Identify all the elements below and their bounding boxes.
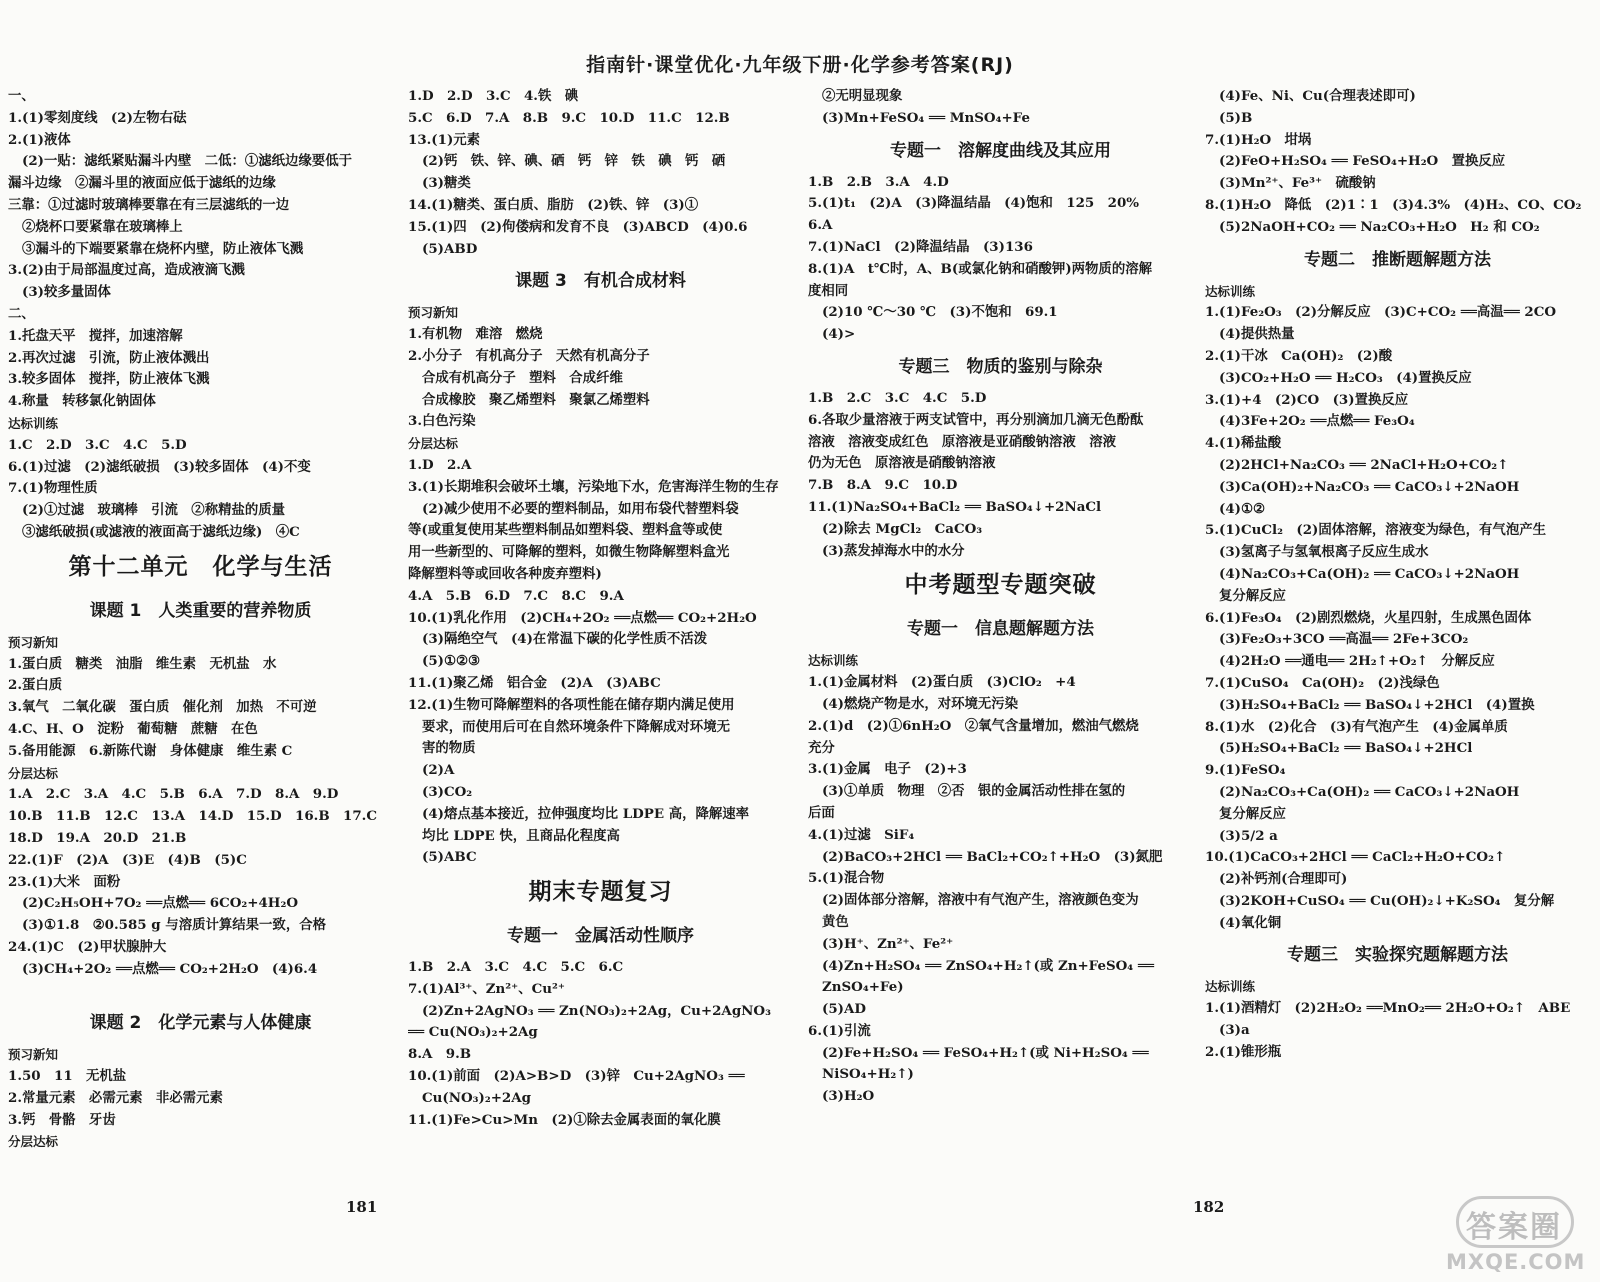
- answer-line: (4)>: [822, 326, 856, 343]
- answer-line: 三靠：①过滤时玻璃棒要靠在有三层滤纸的一边: [8, 196, 290, 213]
- answer-line: (5)ABD: [422, 240, 478, 257]
- answer-line: 度相同: [808, 282, 849, 299]
- answer-line: (4)熔点基本接近，拉伸强度均比 LDPE 高，降解速率: [422, 805, 750, 822]
- answer-line: (2)固体部分溶解，溶液中有气泡产生，溶液颜色变为: [822, 892, 1139, 909]
- answer-line: 10.(1)前面 (2)A>B>D (3)锌 Cu+2AgNO₃ ══: [408, 1068, 745, 1085]
- answer-line: 1.D 2.A: [408, 456, 472, 473]
- answer-line: 二、: [8, 305, 35, 322]
- answer-line: 7.(1)H₂O 坩埚: [1205, 131, 1312, 148]
- answer-line: [8, 980, 393, 1002]
- topic-title: 课题 2 化学元素与人体健康: [89, 1013, 312, 1034]
- topic-title: 专题三 物质的鉴别与除杂: [898, 356, 1103, 377]
- subsection-label: 预习新知: [8, 1047, 59, 1063]
- answer-line: (3)Mn²⁺、Fe³⁺ 硫酸钠: [1219, 175, 1376, 192]
- answer-line: 4.A 5.B 6.D 7.C 8.C 9.A: [408, 587, 624, 604]
- answer-line: 1.A 2.C 3.A 4.C 5.B 6.A 7.D 8.A 9.D: [8, 786, 339, 803]
- answer-line: 溶液 溶液变成红色 原溶液是亚硝酸钠溶液 溶液: [808, 433, 1116, 450]
- answer-line: 黄色: [822, 913, 849, 930]
- answer-line: 4.(1)过滤 SiF₄: [808, 826, 915, 843]
- answer-line: (4)燃烧产物是水，对环境无污染: [822, 695, 1019, 712]
- answer-line: (3)5/2 a: [1219, 827, 1278, 844]
- answer-line: 13.(1)元素: [408, 131, 481, 148]
- topic-title: 专题二 推断题解题方法: [1304, 249, 1491, 270]
- answer-line: 8.(1)水 (2)化合 (3)有气泡产生 (4)金属单质: [1205, 718, 1508, 735]
- answer-line: 11.(1)Fe>Cu>Mn (2)①除去金属表面的氧化膜: [408, 1111, 721, 1128]
- answer-line: 7.B 8.A 9.C 10.D: [808, 477, 958, 494]
- answer-line: 4.(1)稀盐酸: [1205, 435, 1282, 452]
- answer-line: 10.(1)乳化作用 (2)CH₄+2O₂ ══点燃══ CO₂+2H₂O: [408, 609, 757, 626]
- topic-title: 专题三 实验探究题解题方法: [1287, 945, 1508, 966]
- answer-line: 2.(1)d (2)①6nH₂O ②氧气含量增加，燃油气燃烧: [808, 717, 1139, 734]
- answer-line: 1.(1)金属材料 (2)蛋白质 (3)ClO₂ +4: [808, 674, 1076, 691]
- page-number-right: 182: [1193, 1198, 1225, 1216]
- subsection-label: 分层达标: [408, 436, 459, 452]
- answer-line: 24.(1)C (2)甲状腺肿大: [8, 938, 167, 955]
- subsection-label: 达标训练: [1205, 283, 1256, 299]
- answer-line: (3)蒸发掉海水中的水分: [822, 542, 965, 559]
- answer-line: (4)Fe、Ni、Cu(合理表述即可): [1219, 88, 1416, 104]
- answer-line: (4)氧化铜: [1219, 914, 1282, 931]
- answer-line: 5.C 6.D 7.A 8.B 9.C 10.D 11.C 12.B: [408, 109, 730, 126]
- answer-line: (3)隔绝空气 (4)在常温下碳的化学性质不活泼: [422, 631, 708, 648]
- subsection-label: 分层达标: [8, 765, 59, 781]
- subsection-label: 预习新知: [8, 634, 59, 650]
- answer-line: (4)①②: [1219, 500, 1265, 517]
- answer-line: 12.(1)生物可降解塑料的各项性能在储存期内满足使用: [408, 696, 735, 713]
- answer-line: (3)①单质 物理 ②否 银的金属活动性排在氢的: [822, 783, 1126, 800]
- column-3: [808, 86, 1193, 1108]
- answer-line: 3.(1)+4 (2)CO (3)置换反应: [1205, 391, 1409, 408]
- answer-line: 要求，而使用后可在自然环境条件下降解成对环境无: [422, 718, 730, 735]
- answer-line: 23.(1)大米 面粉: [8, 873, 121, 890]
- answer-line: 18.D 19.A 20.D 21.B: [8, 829, 187, 846]
- answer-line: 降解塑料等或回收各种废弃塑料): [408, 565, 602, 582]
- subsection-label: 分层达标: [8, 1134, 59, 1150]
- answer-line: 4.称量 转移氯化钠固体: [8, 393, 156, 410]
- answer-line: (2)一贴：滤纸紧贴漏斗内壁 二低：①滤纸边缘要低于: [22, 153, 352, 170]
- topic-title: 专题一 溶解度曲线及其应用: [890, 140, 1111, 161]
- answer-line: 1.(1)Fe₂O₃ (2)分解反应 (3)C+CO₂ ══高温══ 2CO: [1205, 304, 1557, 321]
- answer-line: 5.备用能源 6.新陈代谢 身体健康 维生素 C: [8, 742, 293, 759]
- answer-line: (2)2HCl+Na₂CO₃ ══ 2NaCl+H₂O+CO₂↑: [1219, 456, 1509, 473]
- answer-line: (2)除去 MgCl₂ CaCO₃: [822, 520, 983, 537]
- answer-line: 8.(1)H₂O 降低 (2)1∶1 (3)4.3% (4)H₂、CO、CO₂: [1205, 196, 1582, 213]
- answer-line: (5)ABC: [422, 849, 477, 866]
- answer-line: 6.A: [808, 217, 833, 234]
- topic-title: 课题 3 有机合成材料: [515, 271, 686, 292]
- answer-line: (3)糖类: [422, 175, 471, 192]
- answer-line: (4)Zn+H₂SO₄ ══ ZnSO₄+H₂↑(或 Zn+FeSO₄ ══: [822, 957, 1154, 974]
- subsection-label: 预习新知: [408, 305, 459, 321]
- answer-line: 8.(1)A t℃时，A、B(或氯化钠和硝酸钾)两物质的溶解: [808, 260, 1152, 277]
- answer-line: 1.50 11 无机盐: [8, 1068, 127, 1085]
- answer-line: (3)氢离子与氢氧根离子反应生成水: [1219, 544, 1429, 561]
- answer-line: 15.(1)四 (2)佝偻病和发育不良 (3)ABCD (4)0.6: [408, 218, 748, 235]
- answer-line: (3)H⁺、Zn²⁺、Fe²⁺: [822, 935, 954, 952]
- answer-line: (4)Na₂CO₃+Ca(OH)₂ ══ CaCO₃↓+2NaOH: [1219, 565, 1520, 582]
- answer-line: 一、: [8, 88, 35, 104]
- answer-line: 1.B 2.B 3.A 4.D: [808, 173, 949, 190]
- answer-line: (3)较多量固体: [22, 284, 111, 301]
- answer-line: 后面: [808, 804, 835, 821]
- answer-line: 3.(2)由于局部温度过高，造成液滴飞溅: [8, 262, 245, 279]
- column-1: [8, 86, 393, 1153]
- answer-line: 3.(1)长期堆积会破坏土壤，污染地下水，危害海洋生物的生存: [408, 478, 779, 495]
- answer-line: 3.白色污染: [408, 413, 476, 430]
- answer-line: (4)提供热量: [1219, 326, 1295, 343]
- answer-line: 7.(1)CuSO₄ Ca(OH)₂ (2)浅绿色: [1205, 674, 1440, 691]
- answer-line: (2)10 ℃～30 ℃ (3)不饱和 69.1: [822, 304, 1058, 321]
- answer-line: 充分: [808, 739, 835, 756]
- answer-line: ZnSO₄+Fe): [822, 979, 904, 996]
- answer-line: (4)2H₂O ══通电══ 2H₂↑+O₂↑ 分解反应: [1219, 653, 1495, 670]
- answer-line: (2)减少使用不必要的塑料制品，如用布袋代替塑料袋: [422, 500, 739, 517]
- answer-line: (3)H₂O: [822, 1088, 875, 1105]
- answer-line: 2.再次过滤 引流，防止液体溅出: [8, 349, 210, 366]
- answer-line: 6.(1)Fe₃O₄ (2)剧烈燃烧，火星四射，生成黑色固体: [1205, 609, 1532, 626]
- answer-line: 10.(1)CaCO₃+2HCl ══ CaCl₂+H₂O+CO₂↑: [1205, 849, 1506, 866]
- answer-line: (2)Fe+H₂SO₄ ══ FeSO₄+H₂↑(或 Ni+H₂SO₄ ══: [822, 1044, 1149, 1061]
- answer-line: 合成有机高分子 塑料 合成纤维: [422, 369, 623, 386]
- subsection-label: 达标训练: [1205, 979, 1256, 995]
- answer-line: 4.C、H、O 淀粉 葡萄糖 蔗糖 在色: [8, 720, 258, 737]
- answer-line: (5)B: [1219, 109, 1253, 126]
- column-4: [1205, 86, 1590, 1064]
- answer-line: (5)2NaOH+CO₂ ══ Na₂CO₃+H₂O H₂ 和 CO₂: [1219, 218, 1540, 235]
- answer-line: 2.小分子 有机高分子 天然有机高分子: [408, 347, 650, 364]
- answer-line: 1.有机物 难溶 燃烧: [408, 326, 543, 343]
- answer-line: 复分解反应: [1219, 805, 1286, 822]
- answer-line: (3)Mn+FeSO₄ ══ MnSO₄+Fe: [822, 109, 1030, 126]
- answer-line: ③漏斗的下端要紧靠在烧杯内壁，防止液体飞溅: [22, 240, 304, 257]
- answer-line: 1.B 2.C 3.C 4.C 5.D: [808, 389, 987, 406]
- answer-line: 6.(1)引流: [808, 1022, 871, 1039]
- answer-line: 22.(1)F (2)A (3)E (4)B (5)C: [8, 851, 247, 868]
- answer-line: 1.(1)零刻度线 (2)左物右砝: [8, 109, 187, 126]
- topic-title: 专题一 金属活动性顺序: [507, 926, 694, 947]
- answer-line: 7.(1)物理性质: [8, 480, 98, 497]
- answer-line: 11.(1)聚乙烯 铝合金 (2)A (3)ABC: [408, 674, 661, 691]
- answer-line: 6.(1)过滤 (2)滤纸破损 (3)较多固体 (4)不变: [8, 458, 311, 475]
- answer-line: (3)Fe₂O₃+3CO ══高温══ 2Fe+3CO₂: [1219, 631, 1469, 648]
- answer-line: 1.(1)酒精灯 (2)2H₂O₂ ══MnO₂══ 2H₂O+O₂↑ ABE: [1205, 1000, 1571, 1017]
- answer-line: (2)Zn+2AgNO₃ ══ Zn(NO₃)₂+2Ag，Cu+2AgNO₃: [422, 1002, 771, 1019]
- answer-line: 1.托盘天平 搅拌，加速溶解: [8, 327, 183, 344]
- section-title: 中考题型专题突破: [904, 572, 1097, 599]
- answer-line: 2.蛋白质: [8, 677, 63, 694]
- answer-line: 2.(1)干冰 Ca(OH)₂ (2)酸: [1205, 347, 1393, 364]
- column-2: [408, 86, 793, 1131]
- answer-line: (5)①②③: [422, 653, 481, 670]
- page-number-left: 181: [346, 1198, 378, 1216]
- answer-line: (3)H₂SO₄+BaCl₂ ══ BaSO₄↓+2HCl (4)置换: [1219, 696, 1535, 713]
- answer-line: (3)a: [1219, 1022, 1250, 1039]
- answer-line: 1.D 2.D 3.C 4.铁 碘: [408, 88, 579, 104]
- answer-line: 9.(1)FeSO₄: [1205, 762, 1286, 779]
- answer-line: 5.(1)t₁ (2)A (3)降温结晶 (4)饱和 125 20%: [808, 195, 1139, 212]
- answer-line: 合成橡胶 聚乙烯塑料 聚氯乙烯塑料: [422, 391, 650, 408]
- subsection-label: 达标训练: [808, 653, 859, 669]
- answer-line: (3)CH₄+2O₂ ══点燃══ CO₂+2H₂O (4)6.4: [22, 960, 318, 977]
- answer-line: (2)钙 铁、锌、碘、硒 钙 锌 铁 碘 钙 硒: [422, 153, 726, 170]
- answer-line: 11.(1)Na₂SO₄+BaCl₂ ══ BaSO₄↓+2NaCl: [808, 498, 1102, 515]
- answer-line: ③滤纸破损(或滤液的液面高于滤纸边缘) ④C: [22, 523, 300, 540]
- answer-line: 3.较多固体 搅拌，防止液体飞溅: [8, 371, 210, 388]
- answer-line: 10.B 11.B 12.C 13.A 14.D 15.D 16.B 17.C: [8, 808, 377, 825]
- answer-line: 等(或重复使用某些塑料制品如塑料袋、塑料盒等或使: [408, 522, 723, 539]
- answer-line: 5.(1)CuCl₂ (2)固体溶解，溶液变为绿色，有气泡产生: [1205, 522, 1546, 539]
- answer-line: 用一些新型的、可降解的塑料，如微生物降解塑料盒光: [408, 544, 730, 561]
- watermark-url: MXQE.COM: [1446, 1250, 1586, 1274]
- watermark-text: 答案圈: [1466, 1210, 1562, 1245]
- answer-line: (5)AD: [822, 1001, 866, 1018]
- answer-line: 14.(1)糖类、蛋白质、脂肪 (2)铁、锌 (3)①: [408, 196, 699, 213]
- answer-line: 3.(1)金属 电子 (2)+3: [808, 761, 967, 778]
- answer-line: 1.C 2.D 3.C 4.C 5.D: [8, 436, 187, 453]
- answer-line: 2.常量元素 必需元素 非必需元素: [8, 1089, 223, 1106]
- answer-line: ══ Cu(NO₃)₂+2Ag: [408, 1024, 538, 1041]
- answer-line: 仍为无色 原溶液是硝酸钠溶液: [808, 455, 996, 472]
- answer-line: (2)补钙剂(合理即可): [1219, 871, 1348, 888]
- subsection-label: 达标训练: [8, 415, 59, 431]
- answer-line: NiSO₄+H₂↑): [822, 1066, 914, 1083]
- answer-line: 8.A 9.B: [408, 1046, 472, 1063]
- answer-line: 漏斗边缘 ②漏斗里的液面应低于滤纸的边缘: [8, 175, 276, 192]
- answer-line: 害的物质: [422, 740, 476, 757]
- answer-line: 5.(1)混合物: [808, 870, 885, 887]
- answer-line: 7.(1)Al³⁺、Zn²⁺、Cu²⁺: [408, 980, 565, 997]
- answer-line: ②烧杯口要紧靠在玻璃棒上: [22, 218, 183, 235]
- answer-line: (2)BaCO₃+2HCl ══ BaCl₂+CO₂↑+H₂O (3)氮肥: [822, 848, 1163, 865]
- answer-line: 均比 LDPE 快，且商品化程度高: [422, 827, 620, 844]
- answer-line: (2)FeO+H₂SO₄ ══ FeSO₄+H₂O 置换反应: [1219, 153, 1506, 170]
- answer-line: 7.(1)NaCl (2)降温结晶 (3)136: [808, 238, 1033, 255]
- answer-line: 3.钙 骨骼 牙齿: [8, 1111, 116, 1128]
- answer-line: 1.B 2.A 3.C 4.C 5.C 6.C: [408, 959, 624, 976]
- answer-line: ②无明显现象: [822, 88, 903, 104]
- answer-line: (3)CO₂+H₂O ══ H₂CO₃ (4)置换反应: [1219, 369, 1472, 386]
- answer-line: 3.氧气 二氧化碳 蛋白质 催化剂 加热 不可逆: [8, 699, 317, 716]
- answer-line: 复分解反应: [1219, 587, 1286, 604]
- topic-title: 专题一 信息题解题方法: [907, 619, 1094, 640]
- watermark-logo: [1438, 1196, 1588, 1274]
- topic-title: 课题 1 人类重要的营养物质: [89, 600, 312, 621]
- answer-line: 2.(1)液体: [8, 131, 71, 148]
- page-header: 指南针·课堂优化·九年级下册·化学参考答案(RJ): [586, 54, 1014, 76]
- section-title: 第十二单元 化学与生活: [68, 553, 333, 580]
- section-title: 期末专题复习: [528, 879, 673, 906]
- answer-line: (3)2KOH+CuSO₄ ══ Cu(OH)₂↓+K₂SO₄ 复分解: [1219, 892, 1555, 909]
- answer-line: (2)A: [422, 762, 455, 779]
- answer-line: 6.各取少量溶液于两支试管中，再分别滴加几滴无色酚酞: [808, 411, 1144, 428]
- answer-line: (2)Na₂CO₃+Ca(OH)₂ ══ CaCO₃↓+2NaOH: [1219, 783, 1520, 800]
- answer-line: 2.(1)锥形瓶: [1205, 1043, 1282, 1060]
- answer-line: Cu(NO₃)₂+2Ag: [422, 1089, 531, 1106]
- answer-line: 1.蛋白质 糖类 油脂 维生素 无机盐 水: [8, 655, 277, 672]
- answer-line: (3)①1.8 ②0.585 g 与溶质计算结果一致，合格: [22, 917, 326, 934]
- answer-line: (2)C₂H₅OH+7O₂ ══点燃══ 6CO₂+4H₂O: [22, 895, 298, 912]
- answer-line: (5)H₂SO₄+BaCl₂ ══ BaSO₄↓+2HCl: [1219, 740, 1473, 757]
- answer-line: (3)Ca(OH)₂+Na₂CO₃ ══ CaCO₃↓+2NaOH: [1219, 478, 1520, 495]
- answer-line: (2)①过滤 玻璃棒 引流 ②称精盐的质量: [22, 502, 286, 519]
- answer-line: (4)3Fe+2O₂ ══点燃══ Fe₃O₄: [1219, 413, 1415, 430]
- answer-line: (3)CO₂: [422, 783, 473, 800]
